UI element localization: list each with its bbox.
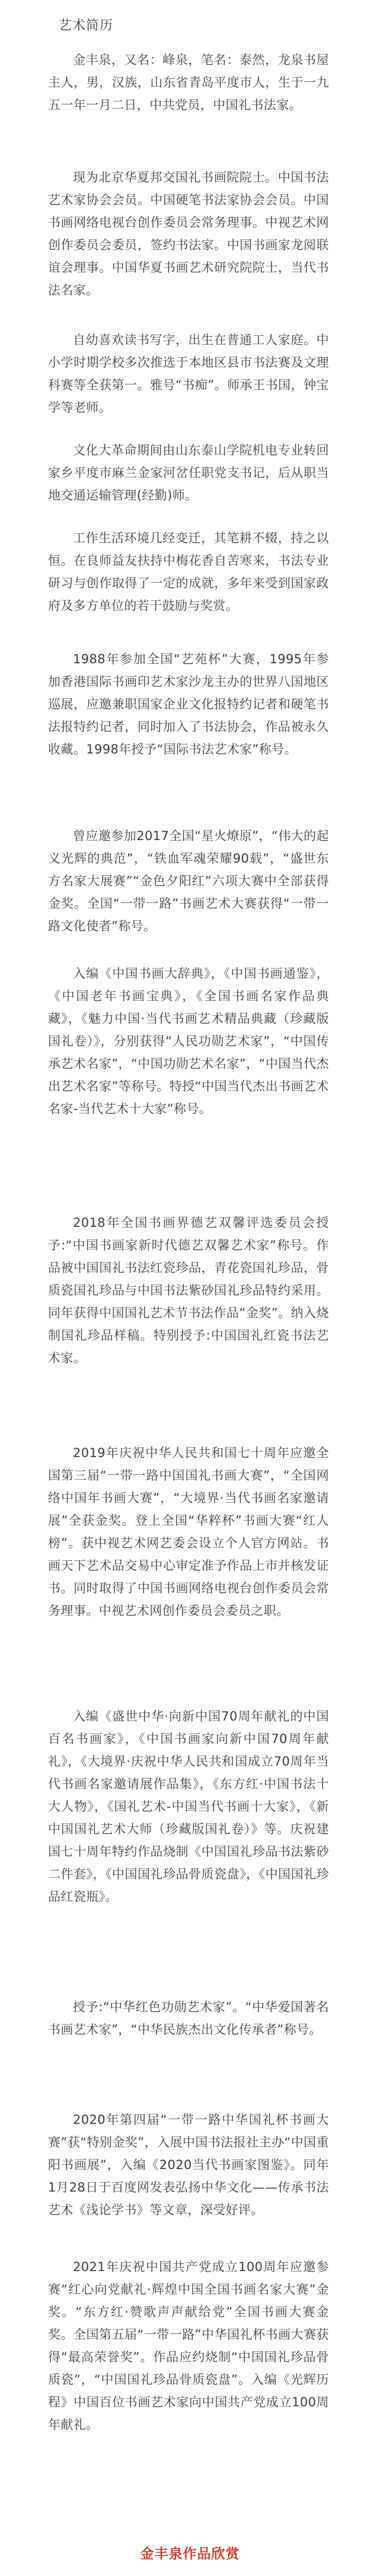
- paragraph-1988: 1988年参加全国“艺苑杯”大赛，1995年参加香港国际书画印艺术家沙龙主办的世界八国地区巡展，应邀兼职国家企业文化报特约记者和硬笔书法报特约记者，同时加入了书法协会，作品被永久收藏。1998年授予“国际书法艺术家”称号。: [48, 652, 329, 756]
- paragraph-2021: 2021年庆祝中国共产党成立100周年应邀参赛“红心向党献礼·辉煌中国全国书画名家大赛”金奖。“东方红·赞歌声声献给党”全国书画大赛金奖。全国第五届“一带一路”中华国礼杯书画大赛获得“最高荣誉奖”。作品应约烧制“中国国礼珍品骨质瓷”，“中国国礼珍品骨质瓷盘”。入编《光辉历程》中国百位书画艺术家向中国共产党成立100周年献礼。: [48, 2260, 329, 2432]
- paragraph-dedication: 工作生活环境几经变迁，其笔耕不辍，持之以恒。在良师益友扶持中梅花香自苦寒来，书法专业研习与创作取得了一定的成就，多年来受到国家政府及多方单位的若干鼓励与奖赏。: [48, 531, 329, 613]
- paragraph-career: 文化大革命期间由山东泰山学院机电专业转回家乡平度市麻兰金家河岔任职党支书记，后从职当地交通运输管理(经勤)师。: [48, 443, 329, 503]
- paragraph-2018: 2018年全国书画界德艺双馨评选委员会授予:“中国书画家新时代德艺双馨艺术家”称号。作品被中国国礼书法红瓷珍品，青花瓷国礼珍品，骨质瓷国礼珍品与中国书法紫砂国礼珍品特约采用。同年获得中国国礼艺术节书法作品“金奖”。纳入烧制国礼珍品样稿。特别授予:中国国礼红瓷书法艺术家。: [48, 1216, 329, 1365]
- paragraph-2020: 2020年第四届“一带一路中华国礼杯书画大赛”获“特别金奖”，入展中国书法报社主办“中国重阳书画展”，入编《2020当代书画家图鉴》。同年1月28日于百度网发表弘扬中华文化——传承书法艺术《浅论学书》等文章，深受好评。: [48, 2113, 329, 2217]
- paragraph-memberships: 现为北京华夏邦交国礼书画院院士。中国书法艺术家协会会员。中国硬笔书法家协会会员。中国书画网络电视台创作委员会常务理事。中视艺术网创作委员会委员，签约书法家。中国书画家龙阅联谊会理事。中国华夏书画艺术研究院院士，当代书法名家。: [48, 170, 329, 297]
- paragraph-2017: 曾应邀参加2017全国“星火燎原”，“伟大的起义光辉的典范”，“铁血军魂荣耀90载”，“盛世东方名家大展赛”“金色夕阳红”六项大赛中全部获得金奖。全国“一带一路”书画艺术大赛获得“一带一路文化使者”称号。: [48, 829, 329, 933]
- paragraph-publications: 入编《中国书画大辞典》，《中国书画通鉴》，《中国老年书画宝典》，《全国书画名家作品典藏》，《魅力中国·当代书画艺术精品典藏（珍藏版国礼卷）》，分别获得“人民功勋艺术家”，“中国传承艺术名家”，“中国功勋艺术名家”，“中国当代杰出艺术名家”等称号。特授“中国当代杰出书画艺术名家-当代艺术十大家”称号。: [48, 966, 329, 1116]
- paragraph-intro: 金丰泉，又名：峰泉，笔名：泰然，龙泉书屋主人，男，汉族，山东省青岛平度市人，生于一九五一年一月二日，中共党员，中国礼书法家。: [48, 53, 329, 112]
- paragraph-childhood: 自幼喜欢读书写字，出生在普通工人家庭。中小学时期学校多次推选于本地区县市书法赛及文理科赛等全获第一。雅号“书痴”。师承王书国，钟宝学等老师。: [48, 333, 329, 415]
- paragraph-compilations: 入编《盛世中华·向新中国70周年献礼的中国百名书画家》，《中国书画家向新中国70周年献礼》，《大境界·庆祝中华人民共和国成立70周年当代书画名家邀请展作品集》，《东方红·中国书法十大人物》，《国礼艺术-中国当代书画十大家》，《新中国国礼艺术大师（珍藏版国礼卷）》等。庆祝建国七十周年特约作品烧制《中国国礼珍品书法紫砂二件套》，《中国国礼珍品骨质瓷盘》，《中国国礼珍品红瓷瓶》。: [48, 1709, 329, 1904]
- paragraph-honors: 授予:“中华红色功勋艺术家”。“中华爱国著名书画艺术家”，“中华民族杰出文化传承者”称号。: [48, 2000, 329, 2037]
- works-section-title: 金丰泉作品欣赏: [140, 2546, 240, 2562]
- section-heading: 艺术简历: [59, 18, 114, 33]
- paragraph-2019: 2019年庆祝中华人民共和国七十周年应邀全国第三届“一带一路中国国礼书画大赛”，“全国网络中国年书画大赛”，“大境界·当代书画名家邀请展”全获金奖。登上全国“华粹杯”书画大赛“红人榜”。获中视艺术网艺委会设立个人官方网站。书画天下艺术品交易中心审定准予作品上市并核发证书。同时取得了中国书画网络电视台创作委员会常务理事。中视艺术网创作委员会委员之职。: [48, 1446, 329, 1618]
